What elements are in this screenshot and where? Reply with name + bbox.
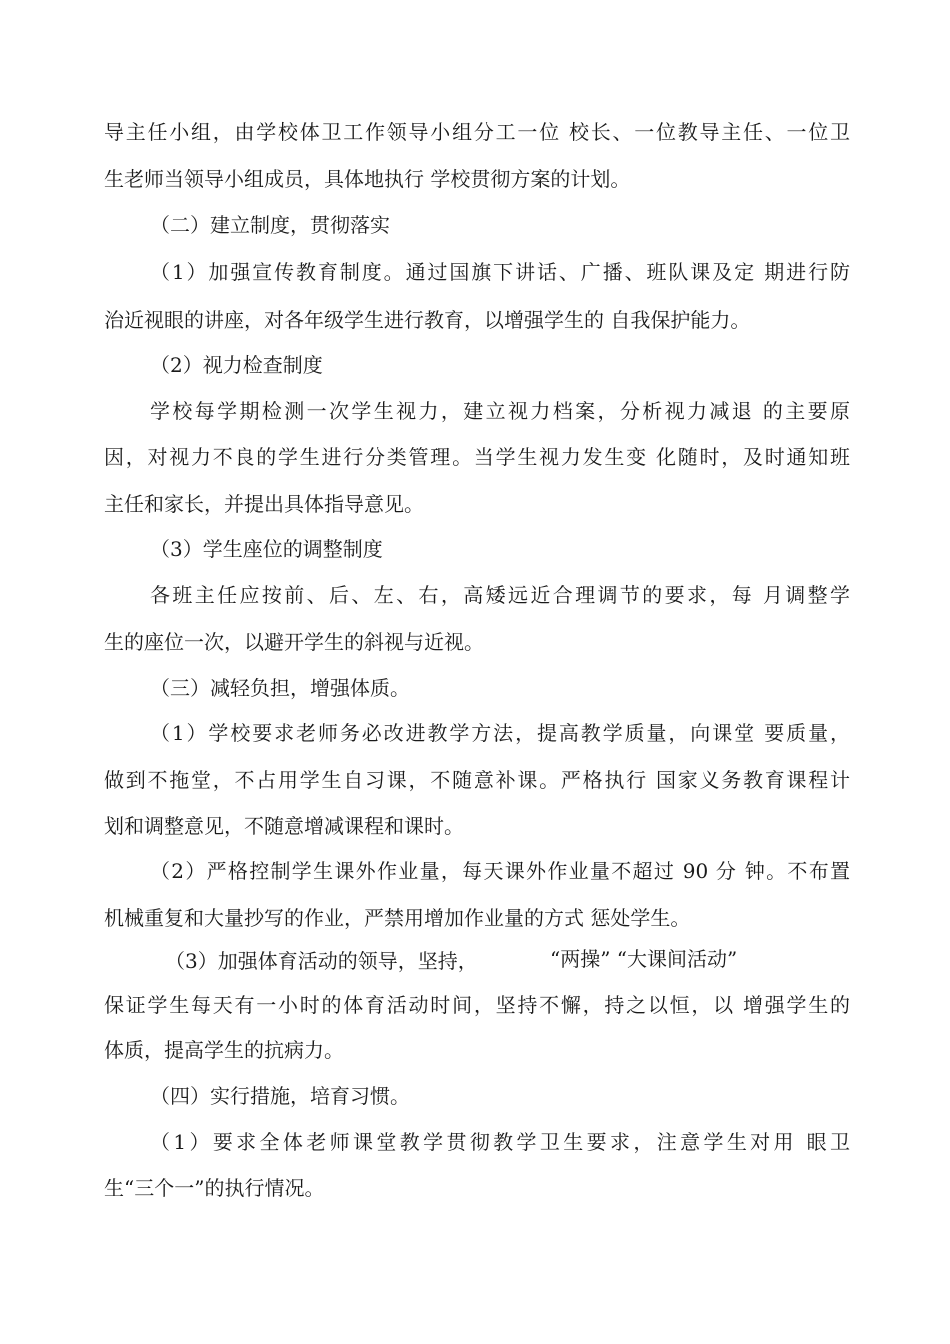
paragraph-line: 生老师当领导小组成员，具体地执行 学校贯彻方案的计划。 xyxy=(104,167,631,191)
section-heading: （三）减轻负担，增强体质。 xyxy=(150,676,410,700)
paragraph-line: 生“三个一”的执行情况。 xyxy=(104,1176,325,1200)
paragraph-line: 各班主任应按前、后、左、右，高矮远近合理调节的要求，每 月调整学 xyxy=(150,583,850,607)
paragraph-line: （1）加强宣传教育制度。通过国旗下讲话、广播、班队课及定 期进行防 xyxy=(150,260,850,284)
paragraph-line: 划和调整意见，不随意增减课程和课时。 xyxy=(104,814,464,838)
paragraph-line: 做到不拖堂，不占用学生自习课，不随意补课。严格执行 国家义务教育课程计 xyxy=(104,768,850,792)
subsection-heading: （2）视力检查制度 xyxy=(150,353,323,377)
section-heading: （二）建立制度，贯彻落实 xyxy=(150,213,390,237)
paragraph-line: “两操” “大课间活动” xyxy=(550,947,738,971)
paragraph-line: （1）要求全体老师课堂教学贯彻教学卫生要求，注意学生对用 眼卫 xyxy=(150,1130,850,1154)
paragraph-line: （2）严格控制学生课外作业量，每天课外作业量不超过 90 分 钟。不布置 xyxy=(150,859,850,883)
paragraph-line: 体质，提高学生的抗病力。 xyxy=(104,1038,344,1062)
paragraph-line: （3）加强体育活动的领导，坚持， xyxy=(165,949,478,973)
paragraph-line: 机械重复和大量抄写的作业，严禁用增加作业量的方式 惩处学生。 xyxy=(104,906,691,930)
paragraph-line: 学校每学期检测一次学生视力，建立视力档案，分析视力减退 的主要原 xyxy=(150,399,850,423)
section-heading: （四）实行措施，培育习惯。 xyxy=(150,1084,410,1108)
subsection-heading: （3）学生座位的调整制度 xyxy=(150,537,383,561)
paragraph-line: 保证学生每天有一小时的体育活动时间，坚持不懈，持之以恒，以 增强学生的 xyxy=(104,993,850,1017)
paragraph-line: （1）学校要求老师务必改进教学方法，提高教学质量，向课堂 要质量， xyxy=(150,721,850,745)
paragraph-line: 主任和家长，并提出具体指导意见。 xyxy=(104,492,424,516)
paragraph-line: 因，对视力不良的学生进行分类管理。当学生视力发生变 化随时，及时通知班 xyxy=(104,445,850,469)
paragraph-line: 治近视眼的讲座，对各年级学生进行教育，以增强学生的 自我保护能力。 xyxy=(104,308,751,332)
paragraph-line: 导主任小组，由学校体卫工作领导小组分工一位 校长、一位教导主任、一位卫 xyxy=(104,120,850,144)
paragraph-line: 生的座位一次，以避开学生的斜视与近视。 xyxy=(104,630,484,654)
